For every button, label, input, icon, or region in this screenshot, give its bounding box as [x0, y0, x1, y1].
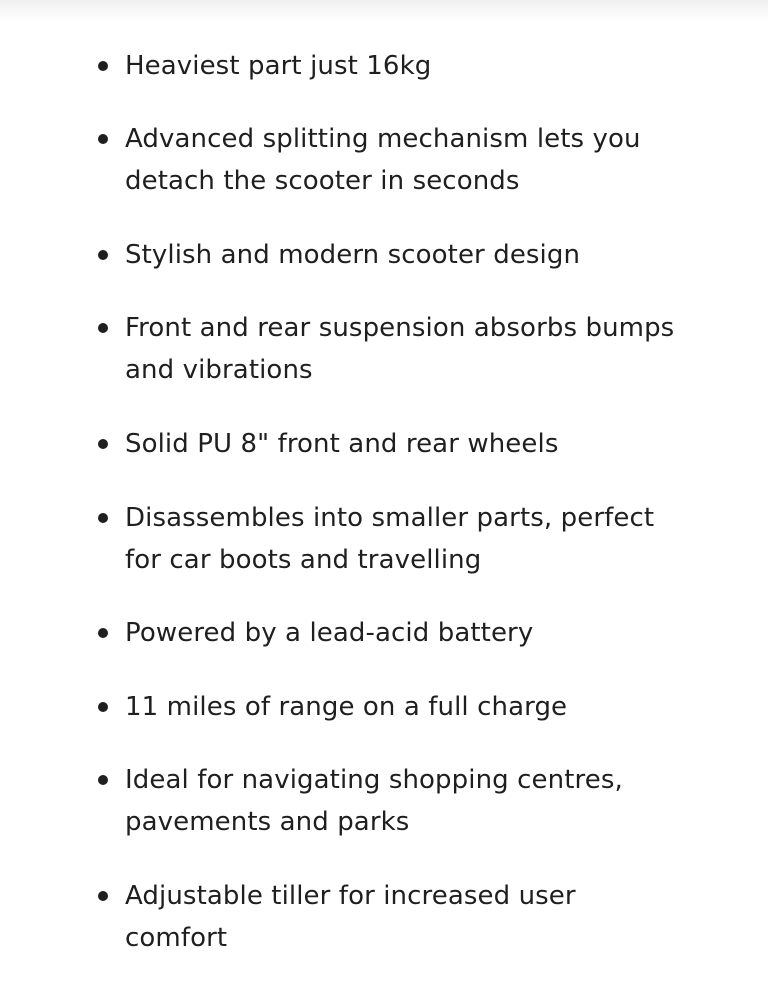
bullet-icon [98, 250, 108, 260]
top-shadow [0, 0, 768, 22]
feature-text: Adjustable tiller for increased user comfort [125, 881, 576, 953]
feature-text: 11 miles of range on a full charge [125, 692, 568, 722]
list-item [98, 875, 738, 959]
bullet-icon [98, 439, 108, 449]
feature-text: Stylish and modern scooter design [125, 240, 581, 270]
bullet-icon [98, 628, 108, 638]
bullet-icon [98, 702, 108, 712]
list-item [98, 234, 738, 276]
list-item [98, 759, 738, 843]
bullet-icon [98, 134, 108, 144]
list-item [98, 423, 738, 465]
bullet-icon [98, 891, 108, 901]
list-item [98, 45, 738, 87]
list-item [98, 686, 738, 728]
bullet-icon [98, 323, 108, 333]
list-item [98, 307, 738, 391]
bullet-icon [98, 513, 108, 523]
bullet-icon [98, 775, 108, 785]
feature-text: Advanced splitting mechanism lets you detach the scooter in seconds [125, 124, 641, 196]
feature-text: Front and rear suspension absorbs bumps and vibrations [125, 313, 675, 385]
bullet-icon [98, 61, 108, 71]
feature-text: Heaviest part just 16kg [125, 51, 432, 81]
feature-text: Disassembles into smaller parts, perfect for car boots and travelling [125, 503, 655, 575]
feature-text: Powered by a lead-acid battery [125, 618, 534, 648]
list-item [98, 612, 738, 654]
feature-text: Ideal for navigating shopping centres, pavements and parks [125, 765, 623, 837]
list-item [98, 497, 738, 581]
list-item [98, 118, 738, 202]
feature-text: Solid PU 8" front and rear wheels [125, 429, 559, 459]
